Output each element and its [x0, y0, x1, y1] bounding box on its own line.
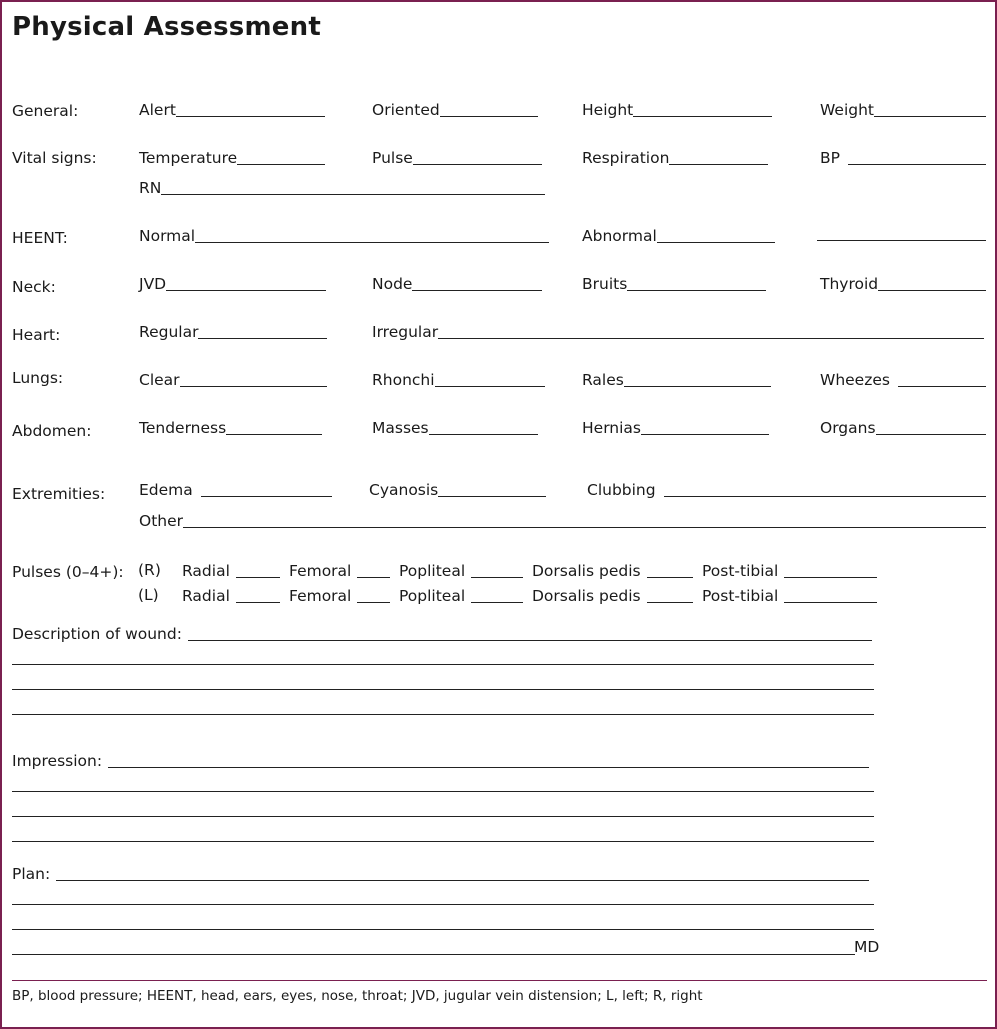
left-femoral-field[interactable]: Femoral	[289, 584, 390, 606]
abnormal-field[interactable]: Abnormal	[582, 224, 775, 246]
bp-field[interactable]: BP	[820, 146, 986, 168]
oriented-field[interactable]: Oriented	[372, 98, 538, 120]
right-popliteal-field[interactable]: Popliteal	[399, 559, 523, 581]
lungs-label: Lungs:	[12, 369, 64, 387]
footnote: BP, blood pressure; HEENT, head, ears, eyes, nose, throat; JVD, jugular vein distension; L, left; R, right	[12, 988, 703, 1004]
cyanosis-field[interactable]: Cyanosis	[369, 478, 546, 500]
plan-line[interactable]	[12, 904, 874, 905]
wheezes-field[interactable]: Wheezes	[820, 368, 986, 390]
respiration-field[interactable]: Respiration	[582, 146, 768, 168]
vital-signs-label: Vital signs:	[12, 149, 97, 167]
md-signature-line[interactable]	[12, 954, 855, 955]
rhonchi-field[interactable]: Rhonchi	[372, 368, 545, 390]
bruits-field[interactable]: Bruits	[582, 272, 766, 294]
pulses-label: Pulses (0–4+):	[12, 563, 124, 581]
jvd-field[interactable]: JVD	[139, 272, 326, 294]
left-side-label: (L)	[138, 586, 159, 604]
weight-field[interactable]: Weight	[820, 98, 986, 120]
plan-line[interactable]	[12, 929, 874, 930]
wound-line[interactable]	[12, 689, 874, 690]
impression-field[interactable]: Impression:	[12, 749, 869, 771]
general-label: General:	[12, 102, 79, 120]
irregular-field[interactable]: Irregular	[372, 320, 984, 342]
abdomen-label: Abdomen:	[12, 422, 92, 440]
wound-line[interactable]	[12, 714, 874, 715]
right-radial-field[interactable]: Radial	[182, 559, 280, 581]
rn-field[interactable]: RN	[139, 176, 545, 198]
extremities-label: Extremities:	[12, 485, 106, 503]
right-dorsalis-pedis-field[interactable]: Dorsalis pedis	[532, 559, 693, 581]
node-field[interactable]: Node	[372, 272, 542, 294]
clubbing-field[interactable]: Clubbing	[587, 478, 986, 500]
hernias-field[interactable]: Hernias	[582, 416, 769, 438]
impression-line[interactable]	[12, 841, 874, 842]
md-suffix: MD	[854, 938, 880, 956]
right-post-tibial-field[interactable]: Post-tibial	[702, 559, 877, 581]
wound-line[interactable]	[12, 664, 874, 665]
left-popliteal-field[interactable]: Popliteal	[399, 584, 523, 606]
page-title: Physical Assessment	[12, 12, 321, 42]
pulse-field[interactable]: Pulse	[372, 146, 542, 168]
wound-description-field[interactable]: Description of wound:	[12, 622, 872, 644]
normal-field[interactable]: Normal	[139, 224, 549, 246]
tenderness-field[interactable]: Tenderness	[139, 416, 322, 438]
height-field[interactable]: Height	[582, 98, 772, 120]
left-dorsalis-pedis-field[interactable]: Dorsalis pedis	[532, 584, 693, 606]
organs-field[interactable]: Organs	[820, 416, 986, 438]
heart-label: Heart:	[12, 326, 61, 344]
heent-label: HEENT:	[12, 229, 68, 247]
clear-field[interactable]: Clear	[139, 368, 327, 390]
edema-field[interactable]: Edema	[139, 478, 332, 500]
masses-field[interactable]: Masses	[372, 416, 538, 438]
left-radial-field[interactable]: Radial	[182, 584, 280, 606]
right-side-label: (R)	[138, 561, 161, 579]
regular-field[interactable]: Regular	[139, 320, 327, 342]
thyroid-field[interactable]: Thyroid	[820, 272, 986, 294]
left-post-tibial-field[interactable]: Post-tibial	[702, 584, 877, 606]
rales-field[interactable]: Rales	[582, 368, 771, 390]
alert-field[interactable]: Alert	[139, 98, 325, 120]
footer-divider	[12, 980, 987, 981]
plan-field[interactable]: Plan:	[12, 862, 869, 884]
impression-line[interactable]	[12, 791, 874, 792]
impression-line[interactable]	[12, 816, 874, 817]
temperature-field[interactable]: Temperature	[139, 146, 325, 168]
other-field[interactable]: Other	[139, 509, 986, 531]
heent-extra-line[interactable]	[817, 240, 986, 241]
right-femoral-field[interactable]: Femoral	[289, 559, 390, 581]
neck-label: Neck:	[12, 278, 56, 296]
